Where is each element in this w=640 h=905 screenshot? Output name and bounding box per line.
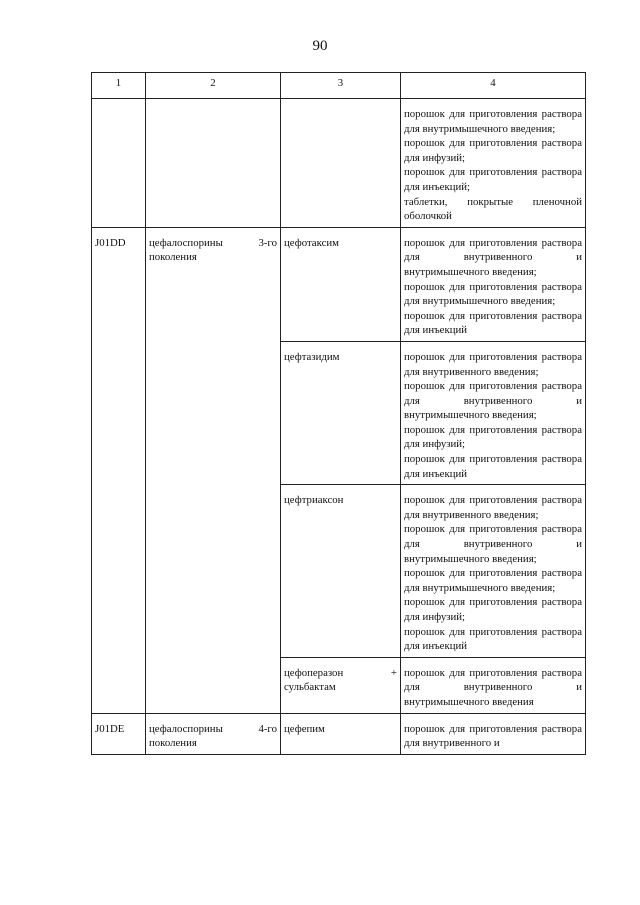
page-number: 90 xyxy=(312,38,328,54)
atc-code: J01DE xyxy=(92,713,146,754)
forms-cell xyxy=(401,485,586,658)
dosage-form: порошок для приготовления раствора для внутривенного и внутримышечного введения; xyxy=(404,380,582,422)
dosage-form: порошок для приготовления раствора для внутривенного и внутримышечного введения xyxy=(404,666,582,708)
dosage-form: порошок для приготовления раствора для инъекций xyxy=(404,625,582,653)
substance-name: цефотаксим xyxy=(281,227,401,341)
substance-name: цефепим xyxy=(281,713,401,754)
forms-cell xyxy=(401,227,586,341)
dosage-form: порошок для приготовления раствора для внутривенного и внутримышечного введения; xyxy=(404,236,582,278)
dosage-form: порошок для приготовления раствора для внутривенного и xyxy=(404,722,582,750)
substance-name: цефтриаксон xyxy=(281,485,401,658)
dosage-form: порошок для приготовления раствора для инъекций xyxy=(404,453,582,480)
forms-cell xyxy=(401,713,586,754)
forms-cell xyxy=(401,99,586,228)
atc-code: J01DD xyxy=(92,227,146,713)
table-row-continuation xyxy=(92,99,586,228)
dosage-form: порошок для приготовления раствора для внутривенного и внутримышечного введения; xyxy=(404,523,582,565)
substance-name: цефтазидим xyxy=(281,341,401,484)
dosage-form: порошок для приготовления раствора для инъекций xyxy=(404,309,582,337)
group-name: цефалоспорины 4-го поколения xyxy=(146,713,281,754)
substance-cell xyxy=(281,99,401,228)
dosage-form: порошок для приготовления раствора для инфузий; xyxy=(404,137,582,164)
column-header-3: 3 xyxy=(281,73,401,99)
forms-cell xyxy=(401,657,586,713)
group-name: цефалоспорины 3-го поколения xyxy=(146,227,281,713)
column-header-2: 2 xyxy=(146,73,281,99)
column-header-1: 1 xyxy=(92,73,146,99)
table-row xyxy=(92,227,586,341)
dosage-form: порошок для приготовления раствора для инъекций; xyxy=(404,166,582,193)
substance-name: цефоперазон + сульбактам xyxy=(281,657,401,713)
dosage-form: порошок для приготовления раствора для инфузий; xyxy=(404,596,582,623)
column-header-4: 4 xyxy=(401,73,586,99)
medication-table xyxy=(91,72,586,755)
dosage-form: порошок для приготовления раствора для инфузий; xyxy=(404,423,582,451)
table-header-row xyxy=(92,73,586,99)
dosage-form: порошок для приготовления раствора для внутримышечного введения; xyxy=(404,280,582,308)
dosage-form: таблетки, покрытые пленочной оболочкой xyxy=(404,195,582,223)
dosage-form: порошок для приготовления раствора для внутривенного введения; xyxy=(404,350,582,378)
dosage-form: порошок для приготовления раствора для внутримышечного введения; xyxy=(404,567,582,594)
dosage-form: порошок для приготовления раствора для внутримышечного введения; xyxy=(404,108,582,135)
forms-cell xyxy=(401,341,586,484)
code-cell xyxy=(92,99,146,228)
dosage-form: порошок для приготовления раствора для внутривенного введения; xyxy=(404,494,582,521)
group-cell xyxy=(146,99,281,228)
table-row xyxy=(92,713,586,754)
